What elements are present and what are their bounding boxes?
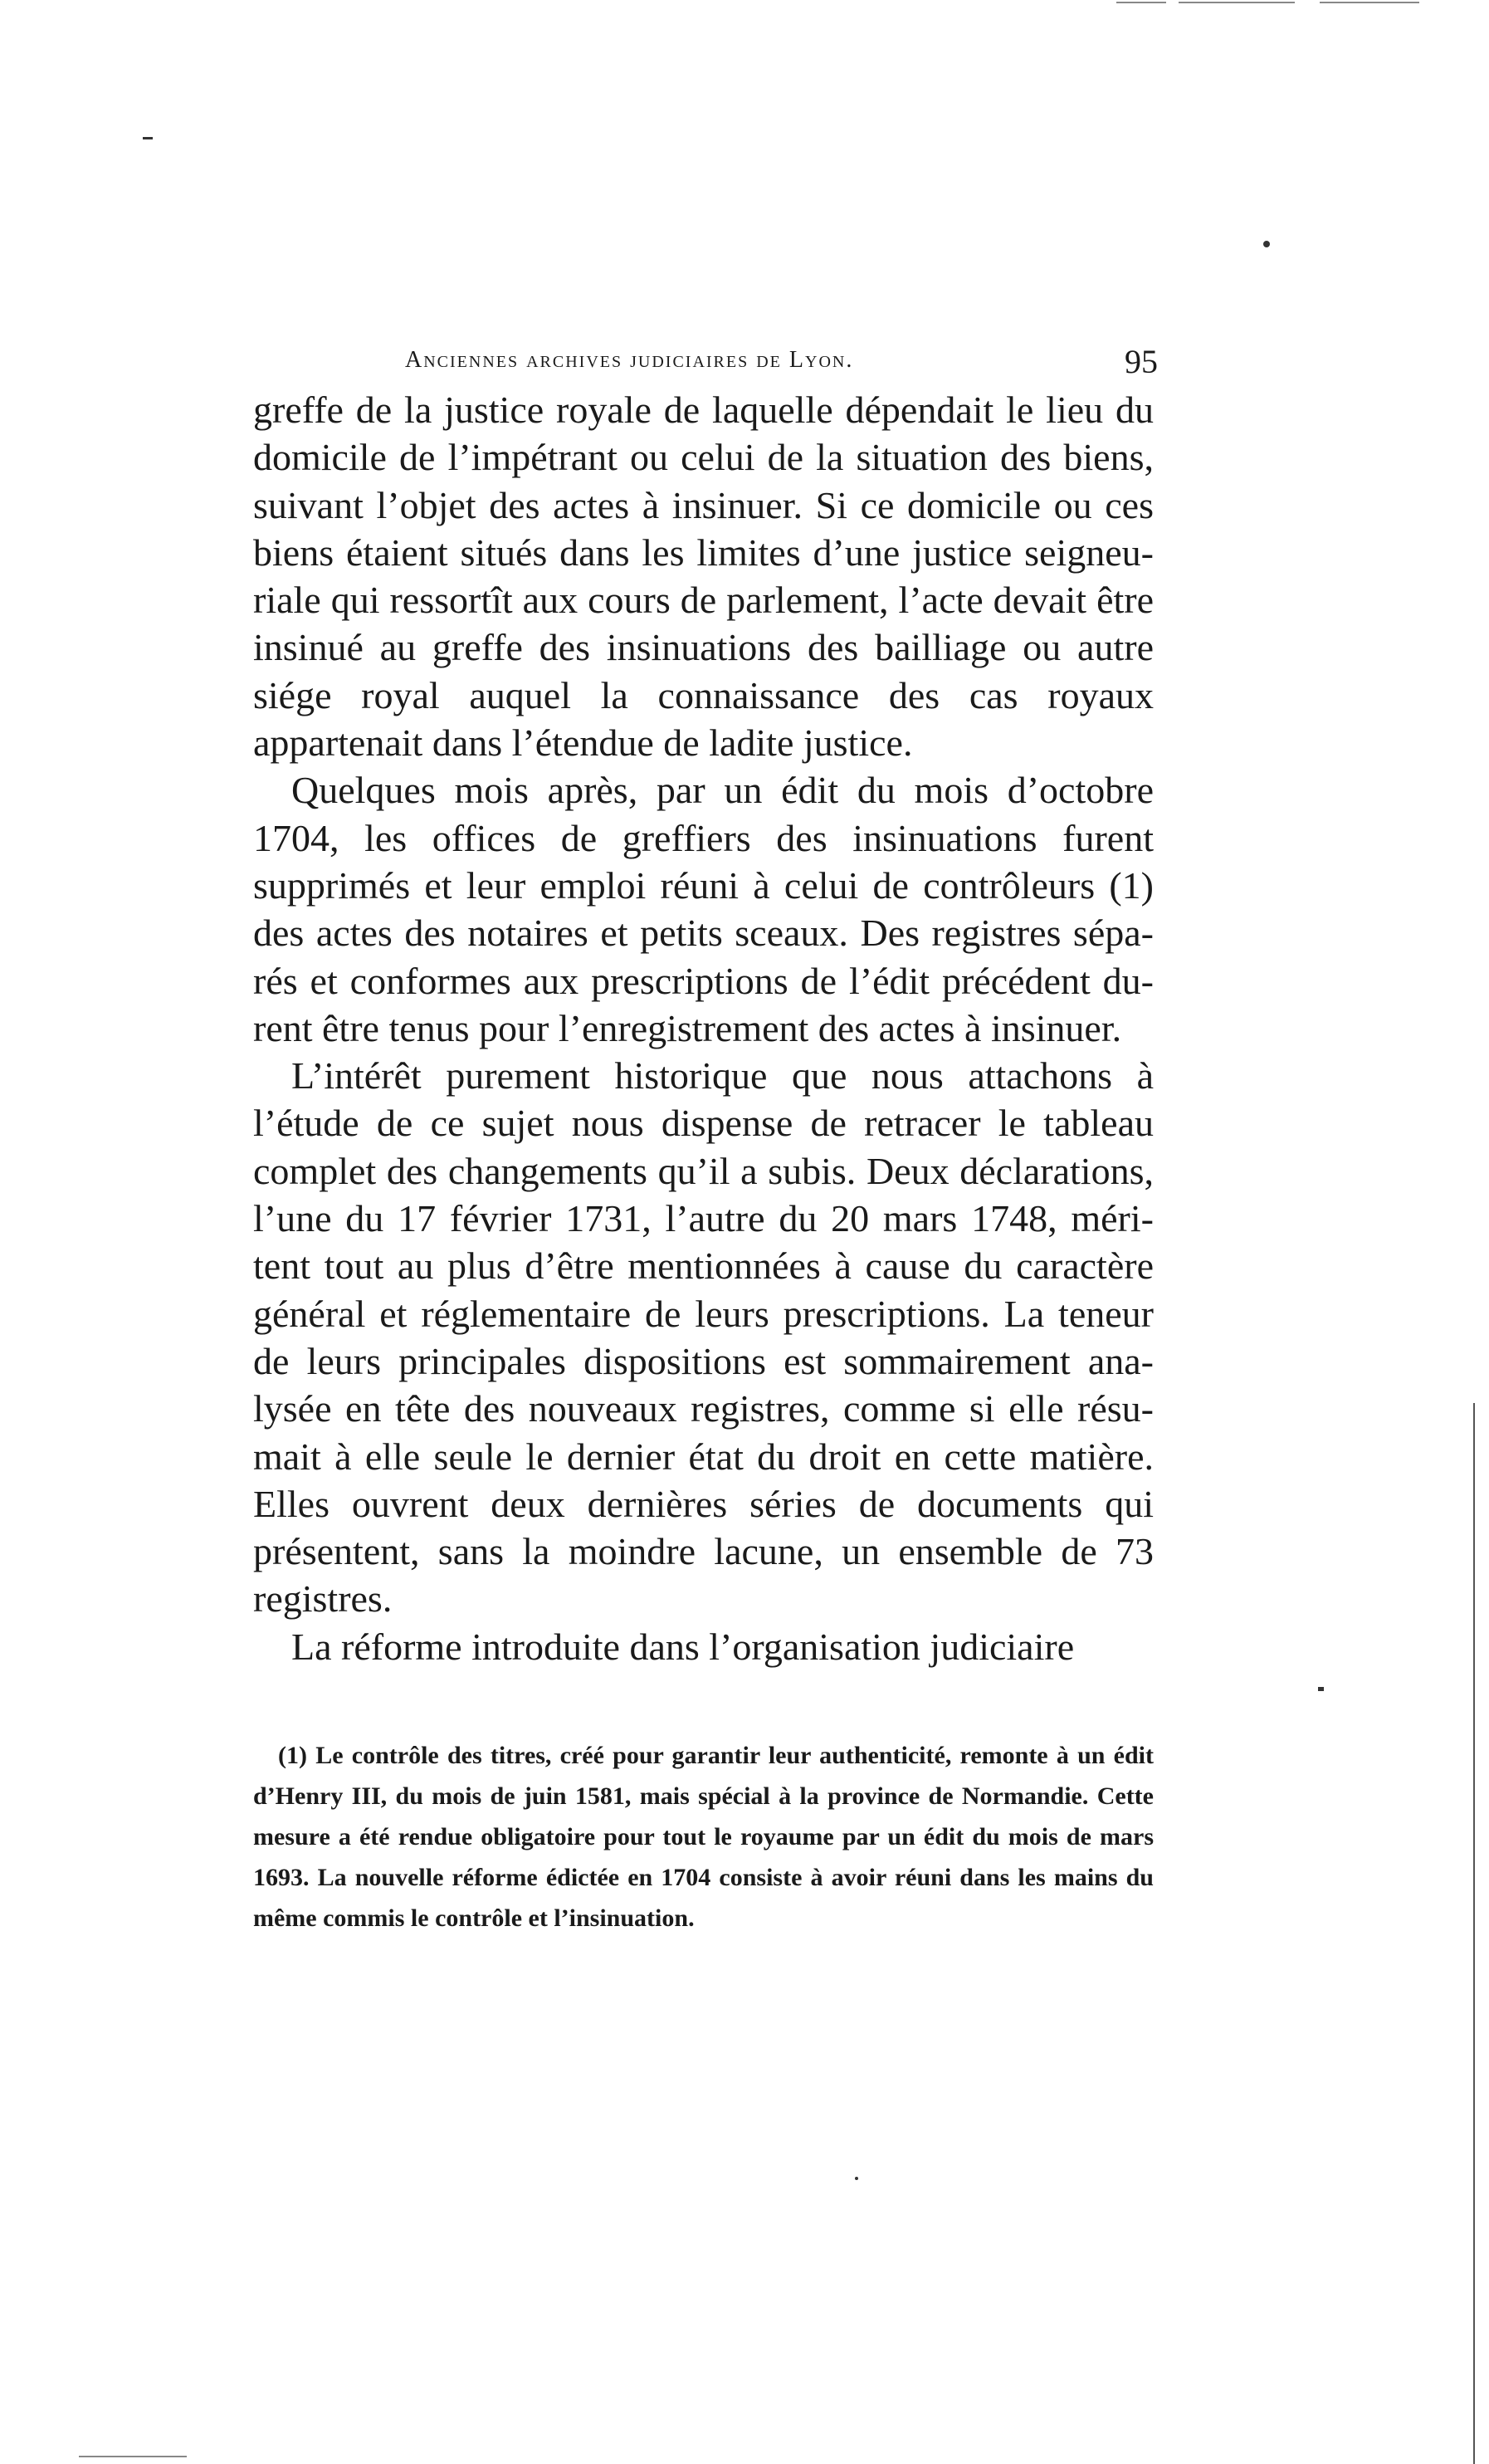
body-text — [253, 386, 1154, 1670]
running-head — [253, 342, 1158, 384]
scan-edge-line — [1473, 1403, 1475, 2464]
scan-speck — [1318, 1687, 1324, 1691]
footnote — [253, 1735, 1154, 1938]
scan-speck — [855, 2177, 858, 2180]
page-number: 95 — [1125, 343, 1158, 380]
footnote-text: (1) Le contrôle des titres, créé pour garantir leur authenticité, remonte à un édit d’Henry III, du mois de juin 1581, mais spécial à la province de Normandie. Cette mesure a été rendue obligatoire pour tout le royaume par un édit du mois de mars 1693. La nouvelle réforme édictée en 1704 consiste à avoir réuni dans les mains du même commis le contrôle et l’insinuation. — [253, 1742, 1154, 1932]
scan-artifact — [1116, 2, 1166, 3]
scan-speck — [1263, 241, 1270, 247]
paragraph: Quelques mois après, par un édit du mois d’octobre 1704, les offices de greffiers des insinuations furent supprimés et leur emploi réuni à celui de contrôleurs (1) des actes des notaires et petits sceaux. Des registres séparés et conformes aux prescriptions de l’édit précédent durent être tenus pour l’enregistrement des actes à insinuer. — [253, 769, 1154, 1049]
paragraph: La réforme introduite dans l’organisation judiciaire — [291, 1625, 1075, 1668]
paragraph: greffe de la justice royale de laquelle dépendait le lieu du domicile de l’impétrant ou celui de la situation des biens, suivant l’objet des actes à insinuer. Si ce domicile ou ces biens étaient situés dans les limites d’une justice seigneuriale qui ressortît aux cours de parlement, l’acte devait être insinué au greffe des insinuations des bailliage ou autre siége royal auquel la connaissance des cas royaux appartenait dans l’étendue de ladite justice. — [253, 389, 1154, 765]
scan-artifact — [79, 2456, 187, 2457]
running-title: Anciennes archives judiciaires de Lyon. — [405, 347, 854, 373]
scan-speck — [143, 137, 153, 139]
scan-artifact — [1179, 2, 1295, 3]
scan-artifact — [1320, 2, 1419, 3]
paragraph: L’intérêt purement historique que nous attachons à l’étude de ce sujet nous dispense de retracer le tableau complet des changements qu’il a subis. Deux déclarations, l’une du 17 février 1731, l’autre du 20 mars 1748, méritent tout au plus d’être mentionnées à cause du caractère général et réglementaire de leurs prescriptions. La teneur de leurs principales dispositions est sommairement analysée en tête des nouveaux registres, comme si elle résumait à elle seule le dernier état du droit en cette matière. Elles ouvrent deux dernières séries de documents qui présentent, sans la moindre lacune, un ensemble de 73 registres. — [253, 1054, 1154, 1621]
